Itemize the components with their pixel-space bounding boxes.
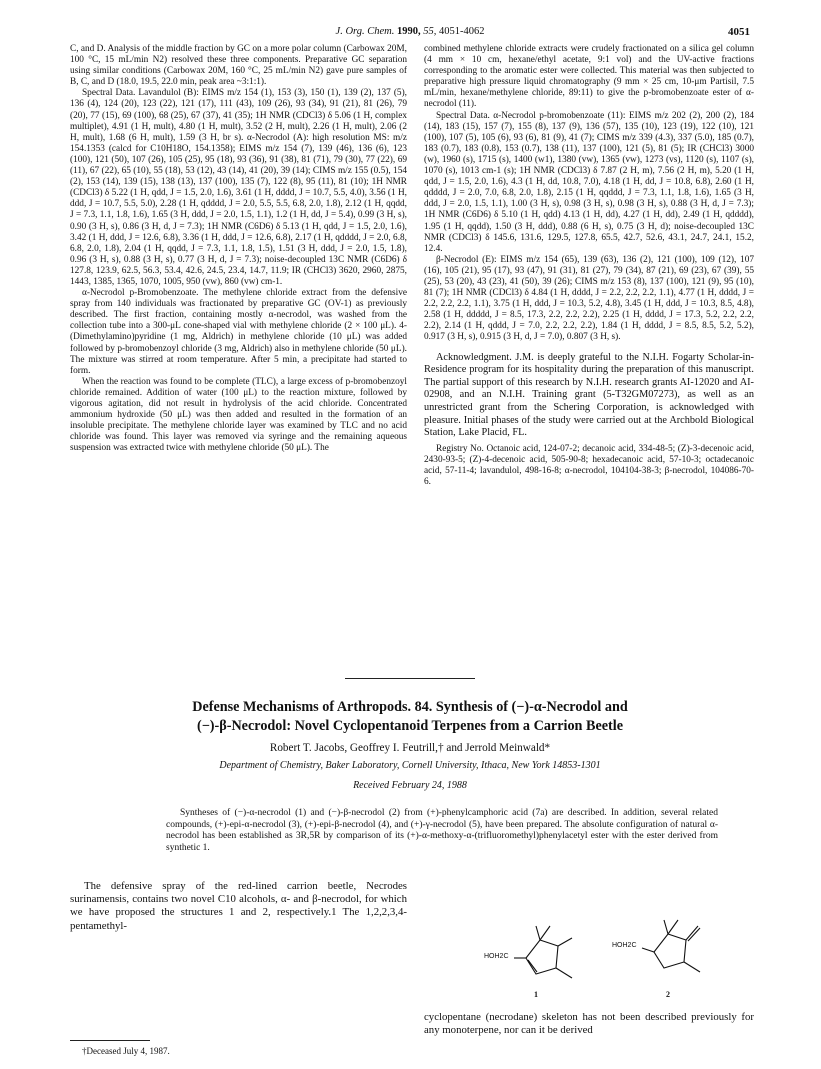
paragraph: C, and D. Analysis of the middle fraction by GC on a more polar column (Carbowax 20M, 100 °C, 15 mL/min N2) resolved these three components. Preparative GC separation using similar conditions (Carbowax 20M, 160 °C, 25 mL/min N2) gave pure samples of B, C, and D (18.0, 19.5, 22.0 min, peak area ~3:1:1). <box>70 44 407 88</box>
structure-1-drawing <box>474 918 584 1006</box>
journal-volume: 55, <box>423 26 437 37</box>
registry-numbers: Registry No. Octanoic acid, 124-07-2; decanoic acid, 334-48-5; (Z)-3-decenoic acid, 2430-93-5; (Z)-4-decenoic acid, 505-90-8; hexadecanoic acid, 57-10-3; octadecanoic acid, 57-11-4; lavandulol, 498-16-8; α-necrodol, 104104-38-3; β-necrodol, 104086-70-6. <box>424 443 754 487</box>
structure-2-drawing <box>602 912 712 1006</box>
footnote-divider <box>70 1040 150 1041</box>
paragraph: When the reaction was found to be complete (TLC), a large excess of p-bromobenzoyl chloride remained. Addition of water (100 μL) to the reaction mixture, followed by vigorous agitation, did not result in hydrolysis of the acid chloride. Concentrated ammonium hydroxide (50 μL) was then added and resulted in the formation of an insoluble precipitate. The methylene chloride layer was examined by TLC and no acid chloride was found. This layer was removed via syringe and the remaining aqueous suspension was extracted twice with methylene chloride (50 μL). The <box>70 376 407 454</box>
article-title-line: Defense Mechanisms of Arthropods. 84. Synthesis of (−)-α-Necrodol and <box>192 699 628 715</box>
article-title-line: (−)-β-Necrodol: Novel Cyclopentanoid Terpenes from a Carrion Beetle <box>196 718 623 734</box>
affiliation: Department of Chemistry, Baker Laboratory, Cornell University, Ithaca, New York 14853-1301 <box>219 760 601 771</box>
abstract: Syntheses of (−)-α-necrodol (1) and (−)-β-necrodol (2) from (+)-phenylcamphoric acid (7a) are described. In addition, several related compounds, (+)-epi-α-necrodol (3), (+)-epi-β-necrodol (4), and (+)-γ-necrodol (5), have been prepared. The absolute configuration of natural α-necrodol has been established as 3R,5R by comparison of its (+)-α-methoxy-α-(trifluoromethyl)phenylacetyl ester with the ester derived from synthetic 1. <box>166 808 718 853</box>
structure-label: HOH2C <box>612 942 637 949</box>
journal-year: 1990, <box>396 26 421 37</box>
footnote: †Deceased July 4, 1987. <box>82 1046 170 1056</box>
paragraph: β-Necrodol (E): EIMS m/z 154 (65), 139 (63), 136 (2), 121 (100), 109 (12), 107 (16), 105 (21), 95 (17), 93 (47), 91 (31), 81 (27), 79 (34), 87 (21), 69 (23), 67 (39), 55 (25), 53 (20), 43 (23), 41 (50), 39 (26); CIMS m/z 153 (8), 137 (100), 121 (9), 95 (10), 81 (7); 1H NMR (CDCl3) δ 4.84 (1 H, dddd, J = 2.2, 2.2, 2.2, 1.1), 4.77 (1 H, dddd, J = 2.2, 2.2, 2.2, 1.1), 3.75 (1 H, ddd, J = 10.3, 5.2, 4.8), 3.45 (1 H, ddd, J = 10.3, 8.5, 4.8), 2.58 (1 H, ddddd, J = 8.5, 17.3, 2.2, 2.2, 2.2), 2.25 (1 H, dddd, J = 17.3, 5.2, 2.2, 2.2, 2.2), 2.14 (1 H, qddd, J = 7.0, 2.2, 2.2, 2.2), 1.84 (1 H, dddd, J = 8.5, 8.5, 5.2, 5.2), 0.917 (3 H, s), 0.915 (3 H, d, J = 7.0), 0.807 (3 H, s). <box>424 254 754 343</box>
journal-name: J. Org. Chem. <box>335 26 395 37</box>
page-number: 4051 <box>728 26 750 38</box>
structure-number: 1 <box>534 990 538 999</box>
structure-1 <box>474 918 584 1006</box>
paragraph: Spectral Data. Lavandulol (B): EIMS m/z 154 (1), 153 (3), 150 (1), 139 (2), 137 (5), 136 (4), 124 (20), 123 (22), 121 (17), 111 (43), 109 (26), 93 (34), 91 (21), 81 (26), 79 (20), 77 (15), 69 (100), 68 (25), 67 (37), 41 (35); 1H NMR (CDCl3) δ 5.06 (1 H, complex multiplet), 4.91 (1 H, mult), 4.80 (1 H, mult), 3.52 (2 H, mult), 2.26 (1 H, mult), 2.06 (2 H, mult), 1.68 (6 H, mult), 1.59 (3 H, br s). α-Necrodol (A): high resolution MS: m/z 154.1353 (calcd for C10H18O, 154.1358); EIMS m/z 154 (7), 139 (46), 136 (6), 123 (100), 121 (50), 107 (26), 105 (25), 95 (18), 93 (36), 91 (38), 81 (71), 79 (30), 77 (22), 69 (11), 67 (22), 65 (10), 55 (18), 53 (12), 43 (14), 41 (20), 39 (14); CIMS m/z 155 (0.5), 154 (2), 153 (14), 139 (15), 138 (13), 137 (100), 135 (7), 122 (8), 95 (11), 81 (10); 1H NMR (CDCl3) δ 5.22 (1 H, qdd, J = 1.5, 2.0, 1.6), 3.61 (1 H, dddd, J = 10.7, 5.5, 4.0), 3.56 (1 H, ddd, J = 10.7, 5.5, 5.0), 2.28 (1 H, qdddd, J = 2.0, 5.5, 5.5, 6.8, 2.0, 1.8), 2.12 (1 H, qqdd, J = 7.3, 1.1, 1.8, 1.6), 1.65 (3 H, ddd, J = 2.0, 1.5, 1.1), 1.2 (1 H, dd, J = 5.4), 0.99 (3 H, s), 0.90 (3 H, s), 0.86 (3 H, d, J = 7.3); 1H NMR (C6D6) δ 5.13 (1 H, qdd, J = 1.5, 2.0, 1.6), 3.42 (1 H, ddd, J = 12.6, 6.8), 3.36 (1 H, ddd, J = 12.6, 6.8), 2.17 (1 H, qdddd, J = 2.0, 6.8, 6.8, 2.0, 1.8), 2.04 (1 H, qqdd, J = 7.3, 1.1, 1.8, 1.5), 1.51 (3 H, ddd, J = 2.0, 1.5, 1.8), 0.96 (3 H, s), 0.88 (3 H, s), 0.77 (3 H, d, J = 7.3); noise-decoupled 13C NMR (C6D6) δ 127.8, 123.9, 62.5, 56.3, 53.4, 42.6, 24.5, 23.4, 14.7, 11.9; IR (CHCl3) 3620, 2960, 2875, 1443, 1385, 1365, 1070, 1005, 950 (vw), 860 (vw) cm-1. <box>70 88 407 287</box>
right-column <box>424 44 754 488</box>
left-column <box>70 44 407 454</box>
authors: Robert T. Jacobs, Geoffrey I. Feutrill,† and Jerrold Meinwald* <box>269 742 551 754</box>
section-divider <box>345 678 475 679</box>
journal-citation <box>70 26 750 37</box>
journal-pages: 4051-4062 <box>438 26 485 37</box>
structure-label: HOH2C <box>484 953 509 960</box>
acknowledgment: Acknowledgment. J.M. is deeply grateful to the N.I.H. Fogarty Scholar-in-Residence program for its hospitality during the preparation of this manuscript. The partial support of this research by N.I.H. research grants AI-12020 and AI-02908, and an N.I.H. Training grant (5-T32GM07273), as well as an unrestricted grant from the Schering Corporation, is acknowledged with pleasure. Initial phases of the study were carried out at the Archbold Biological Station, Lake Placid, FL. <box>424 351 754 439</box>
structure-number: 2 <box>666 990 670 999</box>
body-text-right: cyclopentane (necrodane) skeleton has not been described previously for any monoterpene, nor can it be derived <box>424 1011 754 1037</box>
received-date: Received February 24, 1988 <box>353 780 467 791</box>
body-text-left: The defensive spray of the red-lined carrion beetle, Necrodes surinamensis, contains two novel C10 alcohols, α- and β-necrodol, for which we have proposed the structures 1 and 2, respectively.1 The 1,2,2,3,4-pentamethyl- <box>70 880 407 932</box>
structure-2 <box>602 912 712 1006</box>
paragraph: combined methylene chloride extracts were crudely fractionated on a silica gel column (4 mm × 10 cm, hexane/ethyl acetate, 9:1 vol) and the UV-active fractions corresponding to the aromatic ester were collected. This material was then subjected to preparative high pressure liquid chromatography (9 mm × 25 cm, 10-μm Partisil, 7.5 mL/min, hexane/methylene chloride, 89:11) to give the p-bromobenzoate ester of α-necrodol (11). <box>424 44 754 110</box>
article-title <box>70 698 750 736</box>
paragraph: α-Necrodol p-Bromobenzoate. The methylene chloride extract from the defensive spray from 140 individuals was fractionated by preparative GC (OV-1) as previously described. The first fraction, containing mostly α-necrodol, was washed from the collection tube into a 300-μL cone-shaped vial with methylene chloride (2 × 100 μL). 4-(Dimethylamino)pyridine (1 mg, Aldrich) in methylene chloride (10 μL) was added followed by p-bromobenzoyl chloride (3 mg, Aldrich) also in methylene chloride (50 μL). The mixture was stirred at room temperature. After 5 min, a precipitate had started to form. <box>70 288 407 376</box>
running-head <box>70 26 750 40</box>
paragraph: Spectral Data. α-Necrodol p-bromobenzoate (11): EIMS m/z 202 (2), 200 (2), 184 (14), 183 (15), 157 (7), 155 (8), 137 (9), 136 (57), 135 (10), 123 (19), 122 (10), 121 (100), 107 (5), 105 (6), 93 (6), 81 (9), 41 (7); CIMS m/z 339 (4.3), 337 (5.0), 185 (0.7), 183 (0.7), 183 (0.8), 153 (0.7), 138 (11), 137 (100), 121 (5), 81 (5); IR (CHCl3) 3000 (w), 1960 (s), 1715 (s), 1400 (w1), 1380 (vw), 1365 (vw), 1273 (vs), 1120 (s), 1107 (s), 1070 (s), 1013 cm-1 (s); 1H NMR (CDCl3) δ 7.87 (2 H, m), 7.56 (2 H, m), 5.20 (1 H, qdd, J = 1.5, 2.0, 1.6), 4.3 (1 H, dd, 10.8, 7.0), 4.18 (1 H, dd, J = 10.8, 6.8), 2.60 (1 H, qdddd, J = 2.0, 7.0, 6.8, 2.0, 1.8), 2.15 (1 H, qqddd, J = 7.3, 1.1, 1.8, 1.6), 1.65 (3 H, ddd, J = 2.0, 1.5, 1.1), 1.00 (3 H, s), 0.98 (3 H, s), 0.98 (3 H, s), 0.88 (3 H, d, J = 7.3); 1H NMR (C6D6) δ 5.10 (1 H, qdd) 4.13 (1 H, dd), 4.27 (1 H, dd), 2.49 (1 H, qdddd), 1.95 (1 H, qqdd), 1.50 (3 H, ddd), 0.88 (6 H, s), 0.75 (3 H, d); noise-decoupled 13C NMR (CDCl3) δ 145.6, 131.6, 129.5, 127.8, 65.5, 42.7, 52.6, 43.1, 24.7, 24.1, 15.2, 12.4. <box>424 110 754 254</box>
